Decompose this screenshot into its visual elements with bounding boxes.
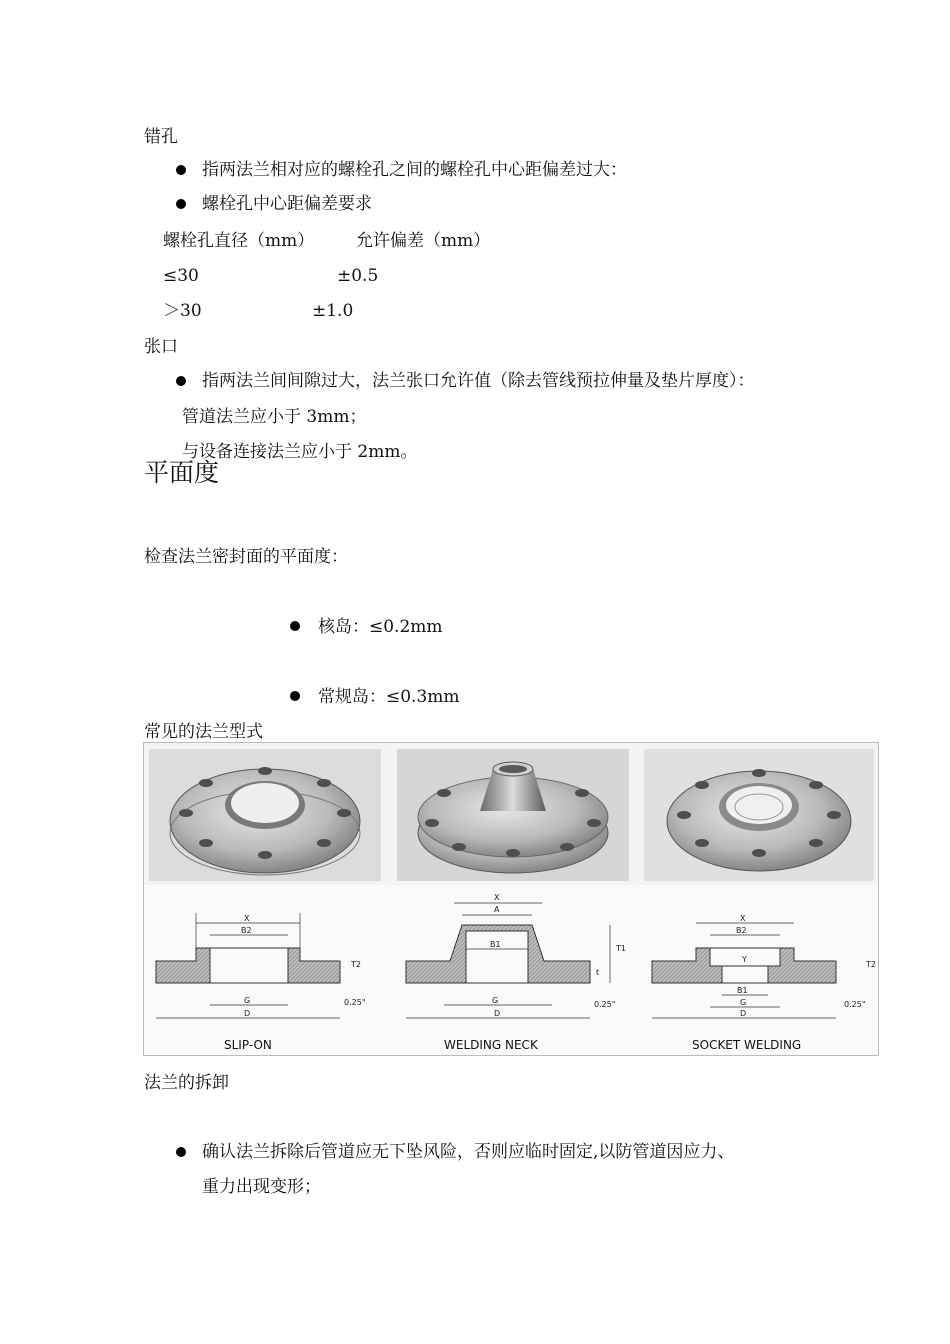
flange-types-figure	[143, 742, 879, 1056]
flatness-nuclear-island: 核岛：≤0.2mm	[318, 617, 443, 637]
bullet-icon	[176, 165, 186, 175]
flange-types-svg	[144, 743, 878, 1055]
dim-label-b1: B1	[737, 986, 748, 995]
flatness-intro: 检查法兰密封面的平面度：	[144, 547, 348, 567]
dim-label-d: D	[244, 1009, 251, 1018]
dim-label-b1: B1	[490, 940, 501, 949]
section-heading-misaligned-holes: 错孔	[144, 127, 178, 147]
section-heading-gap: 张口	[144, 337, 178, 357]
bullet-icon	[176, 199, 186, 209]
dim-label-g: G	[244, 996, 251, 1005]
dim-label-g: G	[492, 996, 499, 1005]
dim-label-t1: T1	[616, 944, 626, 953]
removal-instruction-line1: 确认法兰拆除后管道应无下坠风险，否则应临时固定,以防管道因应力、	[202, 1142, 735, 1162]
dim-label-b2: B2	[241, 926, 252, 935]
dim-label-g: G	[740, 998, 747, 1007]
dim-label-x: X	[494, 893, 500, 902]
dim-label-t2: T2	[351, 960, 361, 969]
dim-label-x: X	[244, 914, 250, 923]
table-header-diameter: 螺栓孔直径（mm）	[163, 231, 315, 251]
dim-label-d: D	[740, 1009, 747, 1018]
section-heading-flange-removal: 法兰的拆卸	[144, 1073, 229, 1093]
dim-label-t: t	[596, 968, 600, 977]
table-cell-diameter: ≤30	[163, 266, 199, 286]
bullet-icon	[176, 376, 186, 386]
table-cell-tolerance: ±0.5	[337, 266, 379, 286]
table-header-tolerance: 允许偏差（mm）	[356, 231, 491, 251]
flatness-conventional-island: 常规岛：≤0.3mm	[318, 687, 460, 707]
dim-label-b2: B2	[736, 926, 747, 935]
dim-label-quarter-inch: 0.25"	[344, 998, 366, 1007]
removal-instruction-line2: 重力出现变形；	[202, 1177, 321, 1197]
gap-definition: 指两法兰间间隙过大，法兰张口允许值（除去管线预拉伸量及垫片厚度）：	[202, 371, 755, 391]
caption-slip-on: SLIP-ON	[224, 1038, 272, 1052]
table-cell-tolerance: ±1.0	[312, 301, 354, 321]
dim-label-quarter-inch: 0.25"	[844, 1000, 866, 1009]
bullet-icon	[176, 1147, 186, 1157]
caption-socket-welding: SOCKET WELDING	[692, 1038, 802, 1052]
bullet-icon	[290, 621, 300, 631]
dim-label-t2: T2	[866, 960, 876, 969]
section-heading-flange-types: 常见的法兰型式	[144, 722, 263, 742]
bullet-icon	[290, 691, 300, 701]
dim-label-y: Y	[742, 955, 747, 964]
dim-label-d: D	[494, 1009, 501, 1018]
dim-label-quarter-inch: 0.25"	[594, 1000, 616, 1009]
section-heading-flatness: 平面度	[144, 458, 220, 487]
gap-pipe-flange-limit: 管道法兰应小于 3mm；	[182, 407, 367, 427]
gap-equipment-flange-limit: 与设备连接法兰应小于 2mm。	[182, 442, 418, 462]
caption-welding-neck: WELDING NECK	[444, 1038, 538, 1052]
dim-label-a: A	[494, 905, 500, 914]
misaligned-holes-requirement: 螺栓孔中心距偏差要求	[202, 194, 372, 214]
dim-label-x: X	[740, 914, 746, 923]
table-cell-diameter: ＞30	[163, 301, 202, 321]
misaligned-holes-definition: 指两法兰相对应的螺栓孔之间的螺栓孔中心距偏差过大：	[202, 160, 627, 180]
